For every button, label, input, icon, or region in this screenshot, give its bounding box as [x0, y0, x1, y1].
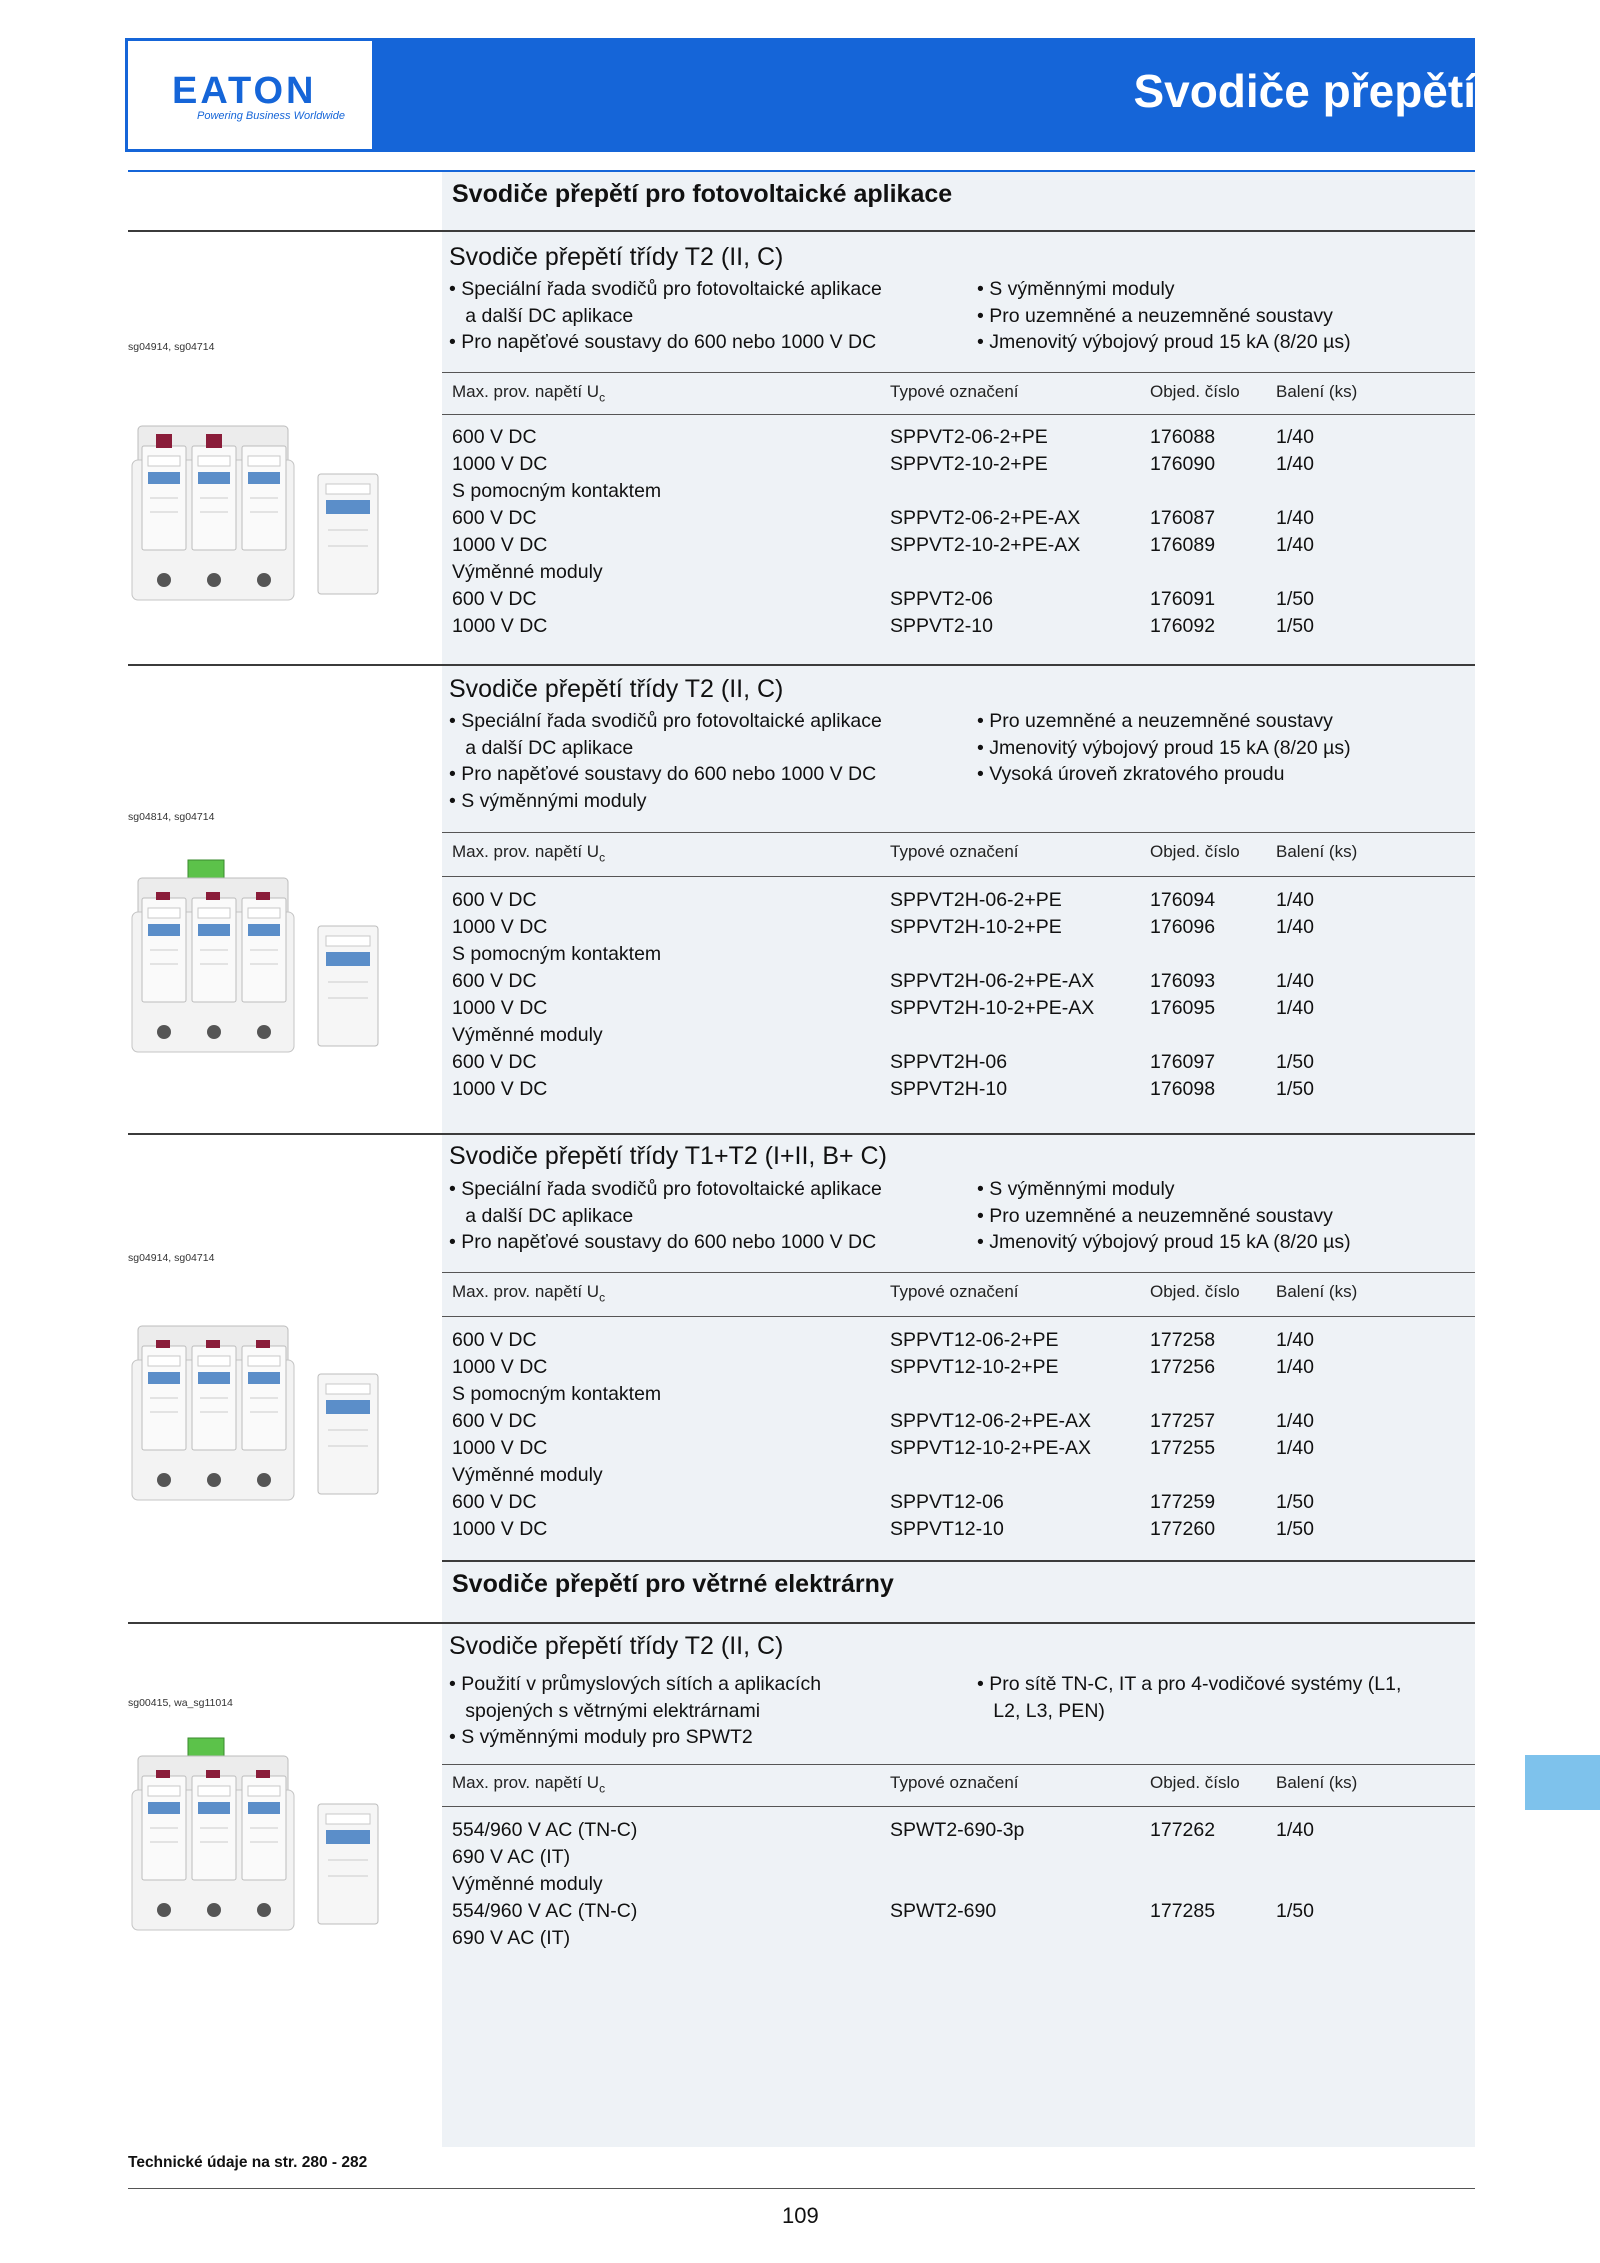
table-header-rule — [442, 876, 1475, 877]
section-rule — [442, 1560, 1475, 1562]
col-header-type: Typové označení — [890, 1773, 1019, 1792]
image-caption: sg04914, sg04714 — [128, 1252, 215, 1264]
cell-type: SPPVT12-10-2+PE — [890, 1356, 1059, 1378]
cell-pack: 1/50 — [1276, 1518, 1314, 1540]
cell-pack: 1/40 — [1276, 916, 1314, 938]
col-header-voltage-sub: c — [599, 1781, 606, 1796]
eaton-logo: EATON — [172, 70, 317, 112]
feature-item: • Použití v průmyslových sítích a aplikacích — [449, 1673, 822, 1695]
features-left — [449, 708, 882, 814]
cell-order-number: 176091 — [1150, 588, 1216, 610]
cell-pack: 1/50 — [1276, 1491, 1314, 1513]
cell-voltage: 1000 V DC — [452, 1437, 548, 1459]
col-header-type: Typové označení — [890, 1282, 1019, 1301]
feature-item: • S výměnnými moduly pro SPWT2 — [449, 1726, 753, 1748]
feature-item: • Jmenovitý výbojový proud 15 kA (8/20 µs) — [977, 736, 1351, 759]
cell-order-number: 176092 — [1150, 615, 1216, 637]
cell-pack: 1/40 — [1276, 507, 1314, 529]
features-right — [977, 1176, 1351, 1256]
cell-pack: 1/40 — [1276, 534, 1314, 556]
cell-order-number: 176087 — [1150, 507, 1216, 529]
cell-type: SPPVT12-10-2+PE-AX — [890, 1437, 1092, 1459]
cell-voltage: S pomocným kontaktem — [452, 1383, 662, 1405]
cell-order-number: 177285 — [1150, 1900, 1216, 1922]
chapter-tab[interactable] — [1525, 1755, 1600, 1810]
table-header-rule — [442, 414, 1475, 415]
cell-voltage: 600 V DC — [452, 426, 537, 448]
cell-type: SPPVT2H-06 — [890, 1051, 1008, 1073]
feature-item: • Pro uzemněné a neuzemněné soustavy — [977, 1204, 1333, 1227]
col-header-pack: Balení (ks) — [1276, 842, 1358, 861]
cell-type: SPWT2-690 — [890, 1900, 997, 1922]
cell-type: SPPVT2H-06-2+PE — [890, 889, 1062, 911]
feature-item: • Speciální řada svodičů pro fotovoltaické aplikace — [449, 1178, 882, 1200]
block-title: Svodiče přepětí třídy T2 (II, C) — [449, 243, 784, 271]
cell-voltage: Výměnné moduly — [452, 1464, 603, 1486]
cell-type: SPPVT12-06 — [890, 1491, 1004, 1513]
cell-voltage: 600 V DC — [452, 588, 537, 610]
cell-type: SPPVT12-06-2+PE — [890, 1329, 1059, 1351]
product-image — [128, 400, 388, 630]
cell-type: SPPVT2-10-2+PE — [890, 453, 1048, 475]
cell-type: SPWT2-690-3p — [890, 1819, 1025, 1841]
cell-type: SPPVT2H-06-2+PE-AX — [890, 970, 1095, 992]
features-left — [449, 276, 882, 356]
col-header-voltage-sub: c — [599, 850, 606, 865]
col-header-pack: Balení (ks) — [1276, 1282, 1358, 1301]
cell-voltage: 1000 V DC — [452, 453, 548, 475]
feature-item: • Pro napěťové soustavy do 600 nebo 1000 V DC — [449, 331, 877, 353]
feature-item: • S výměnnými moduly — [449, 789, 647, 812]
cell-voltage: 1000 V DC — [452, 1356, 548, 1378]
col-header-type: Typové označení — [890, 842, 1019, 861]
cell-voltage: 1000 V DC — [452, 997, 548, 1019]
cell-voltage: 1000 V DC — [452, 1518, 548, 1540]
col-header-order: Objed. číslo — [1150, 842, 1240, 861]
table-header-rule — [442, 1764, 1475, 1765]
col-header-order: Objed. číslo — [1150, 1282, 1240, 1301]
cell-voltage: 600 V DC — [452, 1051, 537, 1073]
image-caption: sg04914, sg04714 — [128, 341, 215, 353]
col-header-pack: Balení (ks) — [1276, 1773, 1358, 1792]
col-header-type: Typové označení — [890, 382, 1019, 401]
cell-voltage: Výměnné moduly — [452, 1024, 603, 1046]
feature-item: • Pro uzemněné a neuzemněné soustavy — [977, 304, 1333, 327]
col-header-voltage-label: Max. prov. napětí U — [452, 382, 600, 401]
feature-item: • Pro napěťové soustavy do 600 nebo 1000 V DC — [449, 1231, 877, 1253]
cell-order-number: 177255 — [1150, 1437, 1216, 1459]
cell-type: SPPVT12-06-2+PE-AX — [890, 1410, 1092, 1432]
cell-voltage: Výměnné moduly — [452, 1873, 603, 1895]
block-title: Svodiče přepětí třídy T2 (II, C) — [449, 1632, 784, 1660]
cell-type: SPPVT2H-10 — [890, 1078, 1008, 1100]
feature-item: spojených s větrnými elektrárnami — [449, 1699, 761, 1722]
feature-item: a další DC aplikace — [449, 736, 634, 759]
product-image — [128, 852, 388, 1082]
cell-voltage: 1000 V DC — [452, 916, 548, 938]
cell-pack: 1/40 — [1276, 453, 1314, 475]
cell-voltage: 690 V AC (IT) — [452, 1927, 571, 1949]
cell-pack: 1/50 — [1276, 1900, 1314, 1922]
cell-order-number: 177259 — [1150, 1491, 1216, 1513]
feature-item: • S výměnnými moduly — [977, 1178, 1175, 1200]
cell-pack: 1/50 — [1276, 1078, 1314, 1100]
feature-item: • Pro napěťové soustavy do 600 nebo 1000 V DC — [449, 763, 877, 785]
cell-type: SPPVT2H-10-2+PE — [890, 916, 1062, 938]
cell-voltage: 600 V DC — [452, 1410, 537, 1432]
cell-voltage: 554/960 V AC (TN-C) — [452, 1819, 638, 1841]
feature-item: • Speciální řada svodičů pro fotovoltaické aplikace — [449, 710, 882, 732]
footer-rule — [128, 2188, 1475, 2189]
block-rule — [128, 1622, 1475, 1624]
cell-order-number: 177260 — [1150, 1518, 1216, 1540]
block-rule — [128, 664, 1475, 666]
cell-type: SPPVT2-06 — [890, 588, 993, 610]
cell-voltage: 1000 V DC — [452, 615, 548, 637]
feature-item: L2, L3, PEN) — [977, 1699, 1105, 1722]
feature-item: • Pro uzemněné a neuzemněné soustavy — [977, 710, 1333, 732]
col-header-order: Objed. číslo — [1150, 382, 1240, 401]
cell-pack: 1/40 — [1276, 426, 1314, 448]
features-left — [449, 1176, 882, 1256]
cell-voltage: 600 V DC — [452, 507, 537, 529]
cell-pack: 1/40 — [1276, 889, 1314, 911]
cell-voltage: 600 V DC — [452, 970, 537, 992]
block-title: Svodiče přepětí třídy T1+T2 (I+II, B+ C) — [449, 1142, 887, 1170]
cell-pack: 1/40 — [1276, 997, 1314, 1019]
cell-order-number: 177262 — [1150, 1819, 1216, 1841]
cell-pack: 1/50 — [1276, 1051, 1314, 1073]
col-header-voltage-label: Max. prov. napětí U — [452, 1282, 600, 1301]
col-header-order: Objed. číslo — [1150, 1773, 1240, 1792]
cell-pack: 1/40 — [1276, 970, 1314, 992]
col-header-voltage — [452, 1282, 605, 1304]
cell-pack: 1/40 — [1276, 1329, 1314, 1351]
cell-pack: 1/40 — [1276, 1410, 1314, 1432]
col-header-voltage — [452, 382, 605, 404]
table-header-rule — [442, 1316, 1475, 1317]
feature-item: a další DC aplikace — [449, 1204, 634, 1227]
features-right — [977, 1671, 1401, 1724]
technical-data-note: Technické údaje na str. 280 - 282 — [128, 2154, 368, 2171]
block-rule — [128, 230, 1475, 232]
cell-type: SPPVT2-06-2+PE-AX — [890, 507, 1081, 529]
col-header-voltage-label: Max. prov. napětí U — [452, 842, 600, 861]
cell-pack: 1/50 — [1276, 588, 1314, 610]
cell-type: SPPVT2H-10-2+PE-AX — [890, 997, 1095, 1019]
product-image — [128, 1300, 388, 1530]
table-header-rule — [442, 372, 1475, 373]
section-title-wind: Svodiče přepětí pro větrné elektrárny — [452, 1570, 894, 1598]
col-header-voltage-label: Max. prov. napětí U — [452, 1773, 600, 1792]
cell-pack: 1/40 — [1276, 1437, 1314, 1459]
cell-order-number: 177257 — [1150, 1410, 1216, 1432]
cell-order-number: 177256 — [1150, 1356, 1216, 1378]
page-title: Svodiče přepětí — [1133, 65, 1476, 117]
cell-voltage: 600 V DC — [452, 1491, 537, 1513]
table-header-rule — [442, 1806, 1475, 1807]
cell-order-number: 176093 — [1150, 970, 1216, 992]
section-title-pv: Svodiče přepětí pro fotovoltaické aplikace — [452, 180, 953, 208]
cell-order-number: 176098 — [1150, 1078, 1216, 1100]
col-header-voltage — [452, 842, 605, 864]
features-right — [977, 276, 1351, 356]
cell-voltage: 1000 V DC — [452, 1078, 548, 1100]
cell-order-number: 176094 — [1150, 889, 1216, 911]
cell-order-number: 176097 — [1150, 1051, 1216, 1073]
cell-type: SPPVT2-06-2+PE — [890, 426, 1048, 448]
cell-voltage: Výměnné moduly — [452, 561, 603, 583]
image-caption: sg00415, wa_sg11014 — [128, 1697, 233, 1709]
col-header-pack: Balení (ks) — [1276, 382, 1358, 401]
features-right — [977, 708, 1351, 788]
cell-pack: 1/50 — [1276, 615, 1314, 637]
feature-item: • Vysoká úroveň zkratového proudu — [977, 763, 1285, 785]
col-header-voltage-sub: c — [599, 1290, 606, 1305]
table-header-rule — [442, 832, 1475, 833]
cell-order-number: 176089 — [1150, 534, 1216, 556]
cell-type: SPPVT2-10-2+PE-AX — [890, 534, 1081, 556]
cell-pack: 1/40 — [1276, 1356, 1314, 1378]
feature-item: • S výměnnými moduly — [977, 278, 1175, 300]
section-rule — [128, 170, 1475, 172]
feature-item: • Jmenovitý výbojový proud 15 kA (8/20 µs) — [977, 1231, 1351, 1253]
cell-voltage: 600 V DC — [452, 1329, 537, 1351]
logo-tagline: Powering Business Worldwide — [197, 110, 345, 122]
cell-voltage: 690 V AC (IT) — [452, 1846, 571, 1868]
cell-type: SPPVT2-10 — [890, 615, 993, 637]
cell-type: SPPVT12-10 — [890, 1518, 1004, 1540]
product-image — [128, 1730, 388, 1960]
image-caption: sg04814, sg04714 — [128, 811, 215, 823]
cell-order-number: 176095 — [1150, 997, 1216, 1019]
block-rule — [128, 1133, 1475, 1135]
feature-item: • Speciální řada svodičů pro fotovoltaické aplikace — [449, 278, 882, 300]
feature-item: • Pro sítě TN-C, IT a pro 4-vodičové systémy (L1, — [977, 1673, 1402, 1695]
cell-voltage: 1000 V DC — [452, 534, 548, 556]
cell-voltage: 554/960 V AC (TN-C) — [452, 1900, 638, 1922]
table-header-rule — [442, 1272, 1475, 1273]
feature-item: • Jmenovitý výbojový proud 15 kA (8/20 µs) — [977, 331, 1351, 353]
cell-voltage: S pomocným kontaktem — [452, 943, 662, 965]
block-title: Svodiče přepětí třídy T2 (II, C) — [449, 675, 784, 703]
page-number: 109 — [782, 2203, 819, 2228]
cell-order-number: 176096 — [1150, 916, 1216, 938]
col-header-voltage-sub: c — [599, 390, 606, 405]
features-left — [449, 1671, 821, 1751]
cell-order-number: 177258 — [1150, 1329, 1216, 1351]
cell-pack: 1/40 — [1276, 1819, 1314, 1841]
cell-voltage: 600 V DC — [452, 889, 537, 911]
cell-voltage: S pomocným kontaktem — [452, 480, 662, 502]
cell-order-number: 176088 — [1150, 426, 1216, 448]
cell-order-number: 176090 — [1150, 453, 1216, 475]
col-header-voltage — [452, 1773, 605, 1795]
feature-item: a další DC aplikace — [449, 304, 634, 327]
